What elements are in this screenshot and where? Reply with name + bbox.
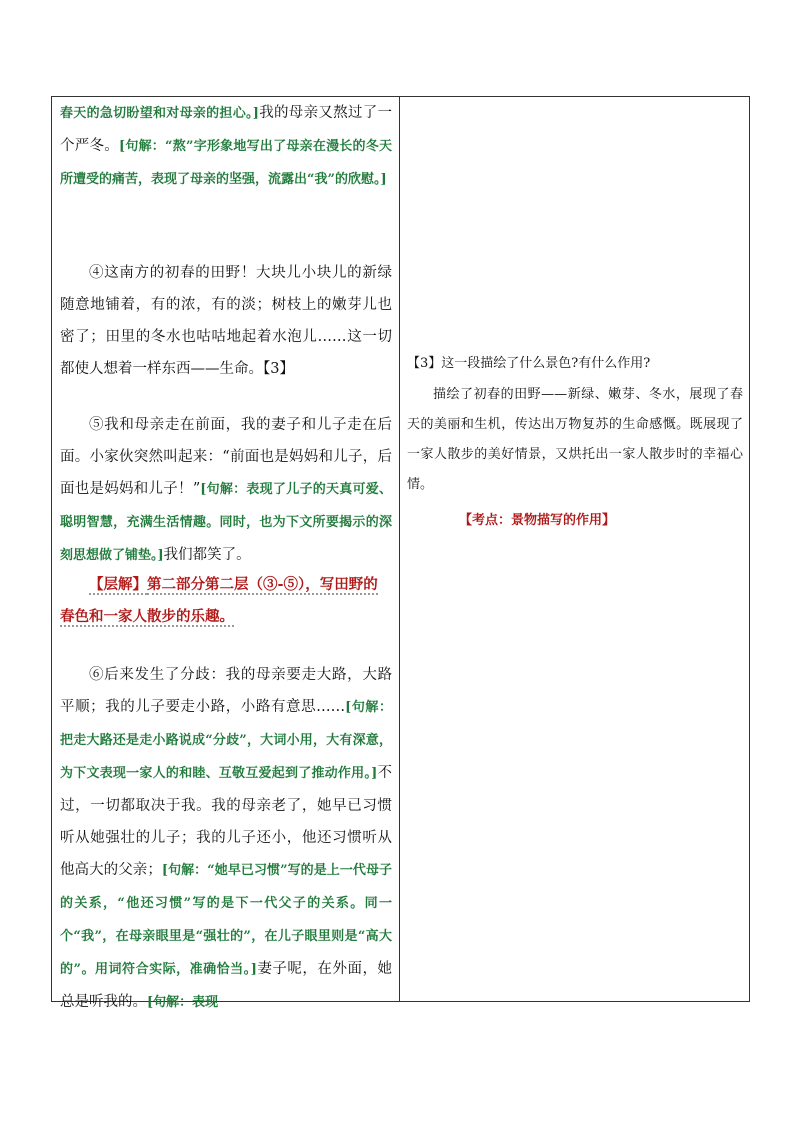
paragraph-6 <box>60 659 392 1019</box>
paragraph-text: ⑤我和母亲走在前面，我的妻子和儿子走在后面。小家伙突然叫起来：“前面也是妈妈和儿子，后面也是妈妈和儿子！” <box>60 417 392 497</box>
sentence-note: [句解：“熬”字形象地写出了母亲在漫长的冬天所遭受的痛苦，表现了母亲的坚强，流露出“我”的欣慰。] <box>60 139 393 187</box>
paragraph-5 <box>60 409 392 572</box>
sentence-note: 春天的急切盼望和对母亲的担心。] <box>60 106 259 121</box>
column-divider <box>399 97 400 1001</box>
paragraph-text: 我们都笑了。 <box>163 547 251 563</box>
question-text: 【3】这一段描绘了什么景色?有什么作用? <box>407 356 651 371</box>
sentence-note: [句解：“她早已习惯”写的是上一代母子的关系，“他还习惯”写的是下一代父子的关系。同一个“我”，在母亲眼里是“强壮的”，在儿子眼里则是“高大的”。用词符合实际，准确恰当。] <box>60 863 393 977</box>
section-text: 第二部分第二层（③-⑤），写田野的春色和一家人散步的乐趣。 <box>60 576 378 625</box>
key-point-label: 【考点：景物描写的作用】 <box>459 513 616 528</box>
sentence-note: [句解：表现了儿子的天真可爱、聪明智慧，充满生活情趣。同时，也为下文所要揭示的深刻思想做了铺垫。] <box>60 482 392 563</box>
paragraph-text: 我的母亲又熬过了一个严冬。 <box>60 105 393 154</box>
paragraph-text: ④这南方的初春的田野！大块儿小块儿的新绿随意地铺着，有的浓，有的淡；树枝上的嫩芽儿也密了；田里的冬水也咕咕地起着水泡儿……这一切都使人想着一样东西——生命。【3】 <box>60 265 392 377</box>
paragraph-text: 妻子呢，在外面，她总是听我的。 <box>60 961 392 1010</box>
sentence-note: [句解：把走大路还是走小路说成“分歧”，大词小用，大有深意，为下文表现一家人的和睦、互敬互爱起到了推动作用。] <box>60 700 392 781</box>
sentence-note: [句解：表现 <box>147 995 219 1010</box>
answer-text: 描绘了初春的田野——新绿、嫩芽、冬水，展现了春天的美丽和生机，传达出万物复苏的生命感慨。既展现了一家人散步的美好情景，又烘托出一家人散步时的幸福心情。 <box>407 387 743 492</box>
paragraph-text: ⑥后来发生了分歧：我的母亲要走大路，大路平顺；我的儿子要走小路，小路有意思…… <box>60 667 392 715</box>
paragraph-3-end <box>60 97 392 196</box>
paragraph-text: 不过，一切都取决于我。我的母亲老了，她早已习惯听从她强壮的儿子；我的儿子还小，他还习惯听从他高大的父亲； <box>60 765 392 878</box>
section-label: 【层解】 <box>89 576 147 593</box>
paragraph-4 <box>60 257 392 385</box>
annotation-table <box>51 96 750 1010</box>
section-summary <box>60 569 392 633</box>
